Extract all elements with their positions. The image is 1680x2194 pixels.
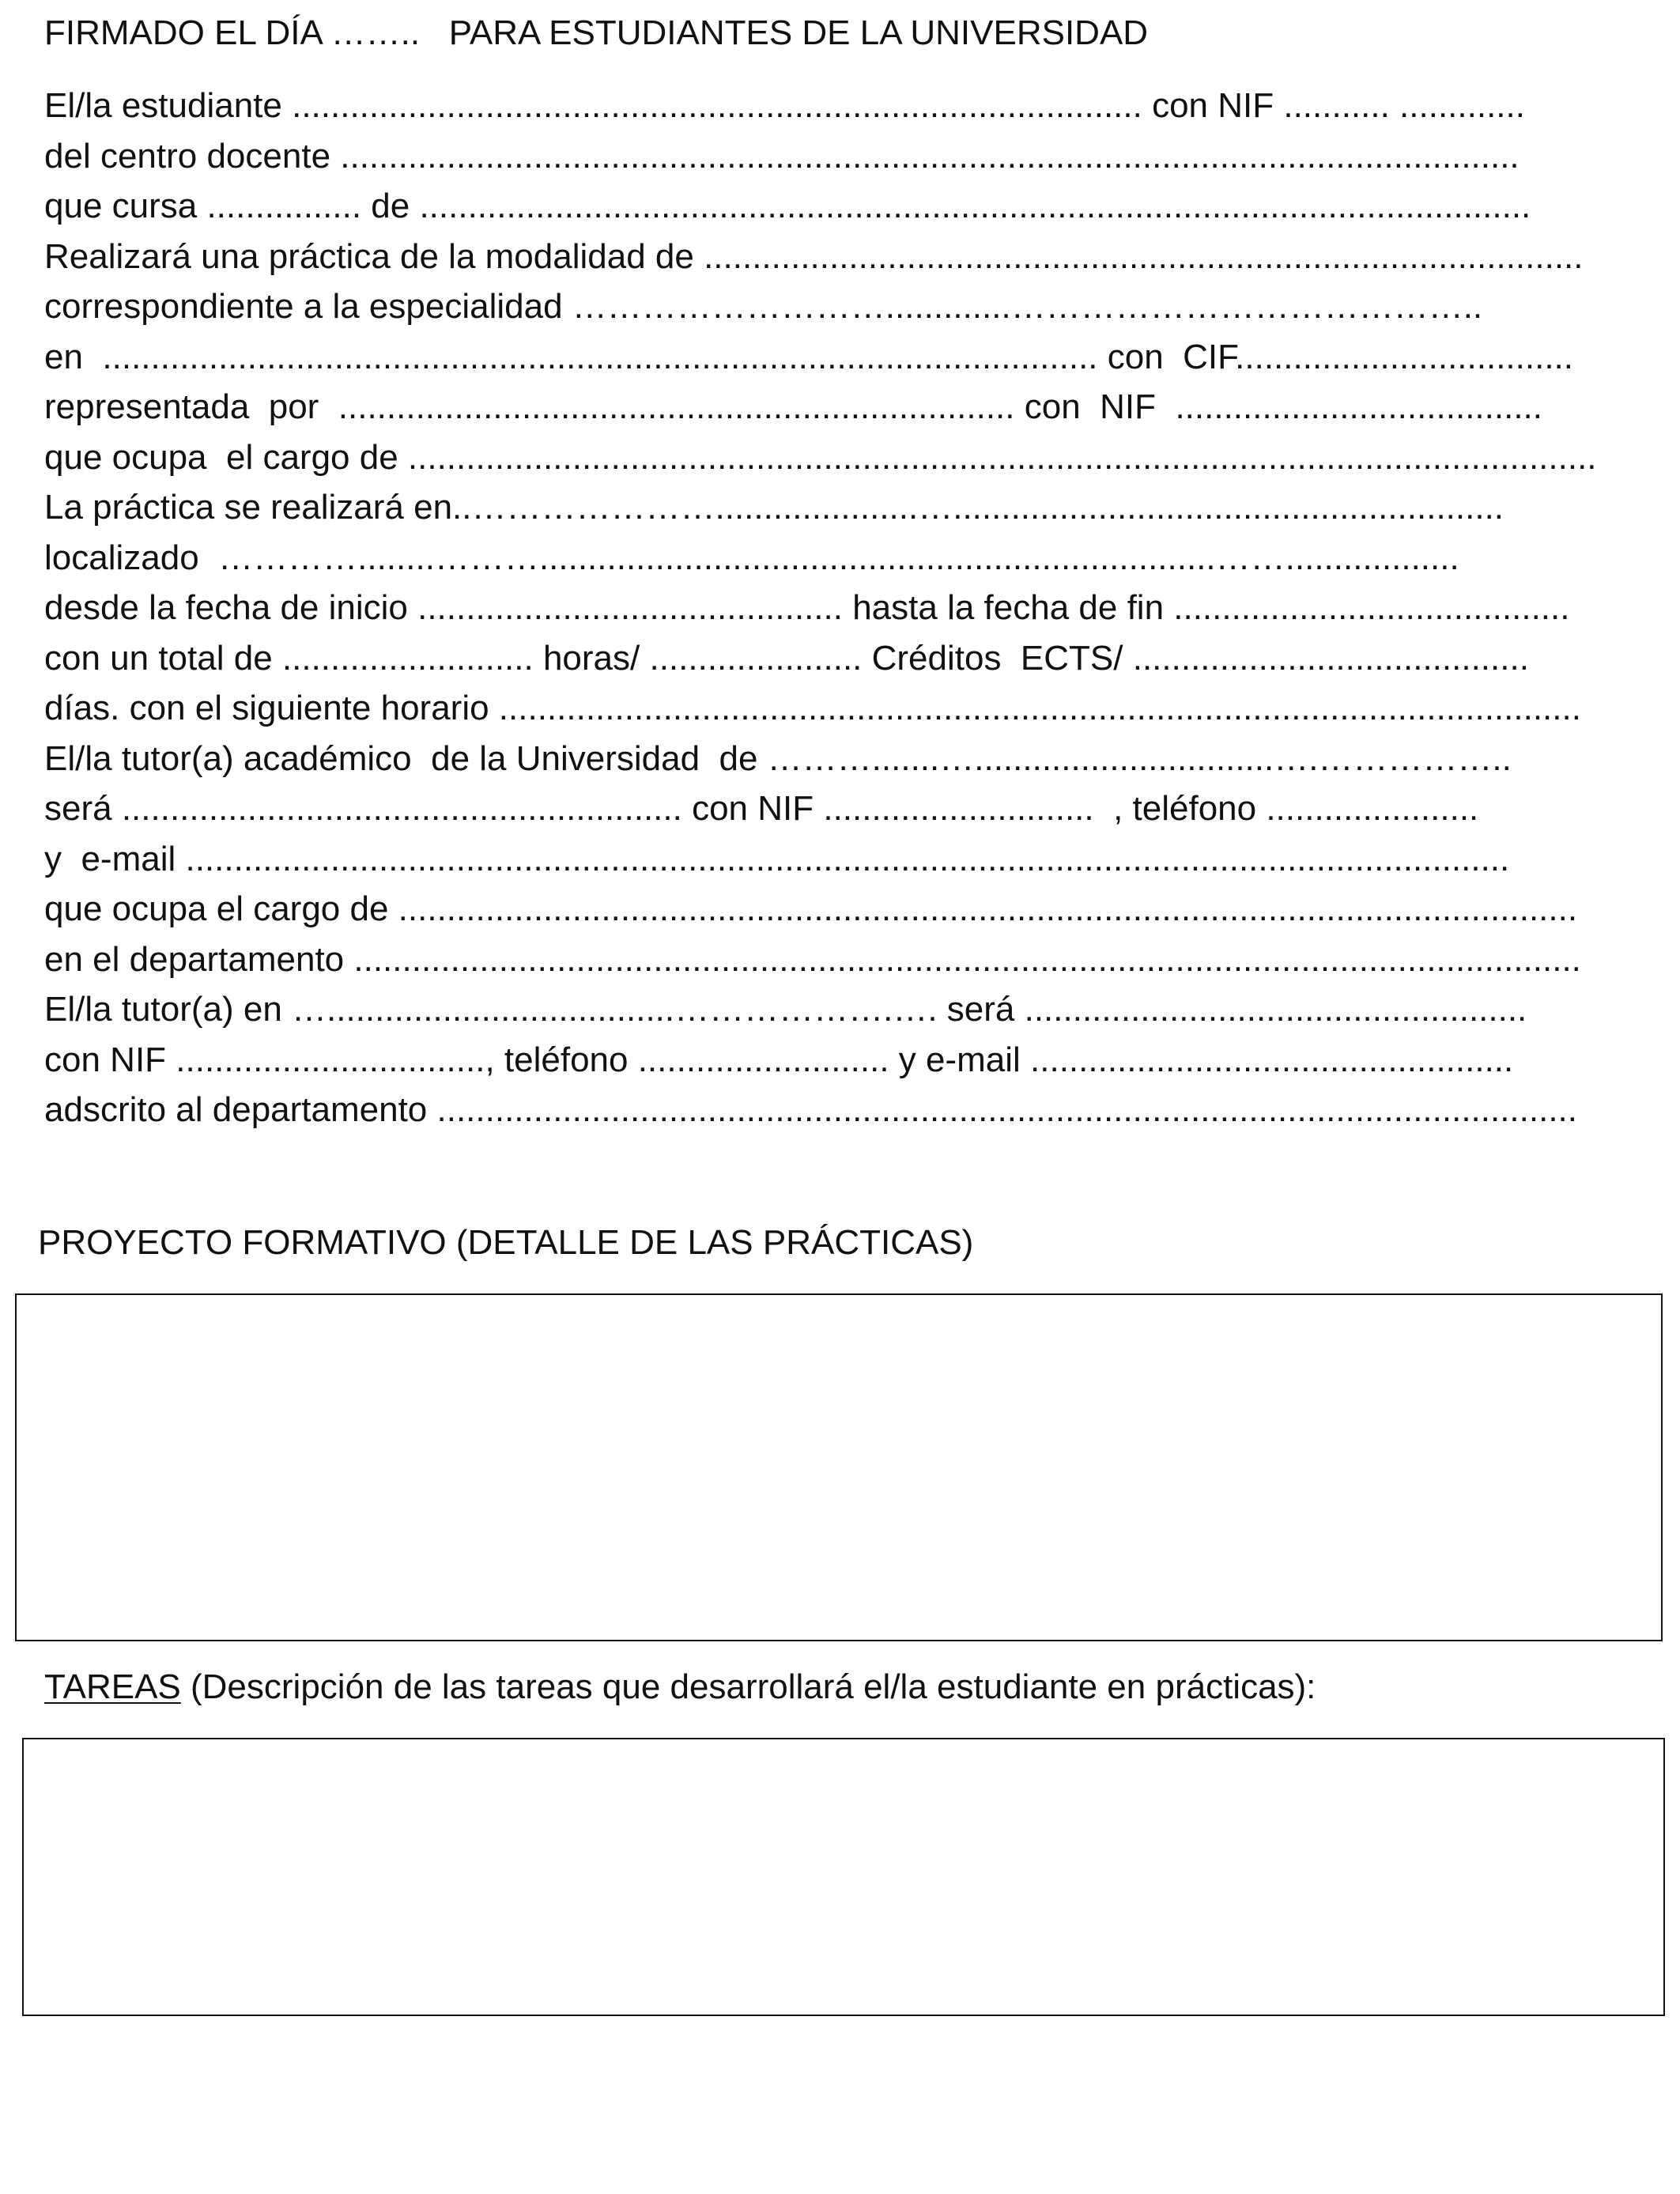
form-line-horario: días. con el siguiente horario ................................................................................................................ bbox=[44, 689, 1581, 727]
proyecto-formativo-box[interactable] bbox=[15, 1293, 1663, 1641]
form-line-tutor-cargo: que ocupa el cargo de .......................................................................................................................... bbox=[44, 889, 1578, 928]
form-line-especialidad: correspondiente a la especialidad ……………………….............………………………………….. bbox=[44, 287, 1483, 326]
tareas-title bbox=[44, 1667, 1316, 1708]
tareas-box[interactable] bbox=[22, 1738, 1665, 2016]
form-fields bbox=[44, 81, 1644, 1135]
form-line-representada-por: representada por ...................................................................... con NIF ...................................... bbox=[44, 387, 1542, 426]
form-line-localizado: localizado …………........………......................................................................…….................. bbox=[44, 538, 1459, 577]
form-line-empresa-cif: en ....................................................................................................... con CIF................................... bbox=[44, 337, 1574, 376]
proyecto-formativo-title: PROYECTO FORMATIVO (DETALLE DE LAS PRÁCTICAS) bbox=[38, 1223, 974, 1262]
form-line-cargo: que ocupa el cargo de ........................................................................................................................... bbox=[44, 437, 1597, 477]
form-line-adscrito-departamento: adscrito al departamento ...................................................................................................................... bbox=[44, 1090, 1578, 1129]
form-line-lugar-practica: La práctica se realizará en..………………….....................…......................................................... bbox=[44, 488, 1504, 527]
form-line-horas-creditos: con un total de .......................... horas/ ...................... Créditos ECTS/ ......................................... bbox=[44, 638, 1529, 678]
form-line-que-cursa: que cursa ................ de ................................................................................................................... bbox=[44, 187, 1531, 225]
form-line-tutor-email: y e-mail ......................................................................................................................................... bbox=[44, 839, 1510, 878]
form-line-tutor-empresa-contacto: con NIF ................................, teléfono .......................... y e-mail .................................................. bbox=[44, 1040, 1514, 1079]
tareas-label: TAREAS bbox=[44, 1667, 181, 1706]
form-line-centro-docente: del centro docente .......................................................................................................................... bbox=[44, 136, 1520, 176]
document-header: FIRMADO EL DÍA …….. PARA ESTUDIANTES DE LA UNIVERSIDAD bbox=[44, 13, 1149, 52]
form-line-tutor-academico: El/la tutor(a) académico de la Universidad de ……….......…...............................….…………….. bbox=[44, 738, 1512, 778]
form-line-tutor-nif-telefono: será .......................................................... con NIF ............................ , teléfono ...................... bbox=[44, 789, 1479, 828]
form-line-fechas: desde la fecha de inicio ............................................ hasta la fecha de fin ......................................... bbox=[44, 588, 1570, 627]
form-line-tutor-departamento: en el departamento ............................................................................................................................... bbox=[44, 939, 1581, 979]
form-line-tutor-empresa: El/la tutor(a) en …....................................……………….…. será .................................................... bbox=[44, 990, 1527, 1029]
form-line-estudiante: El/la estudiante ........................................................................................ con NIF ........... ............. bbox=[44, 86, 1525, 125]
tareas-description: (Descripción de las tareas que desarrollará el/la estudiante en prácticas): bbox=[180, 1667, 1316, 1706]
form-line-modalidad: Realizará una práctica de la modalidad de ........................................................................................... bbox=[44, 236, 1584, 276]
